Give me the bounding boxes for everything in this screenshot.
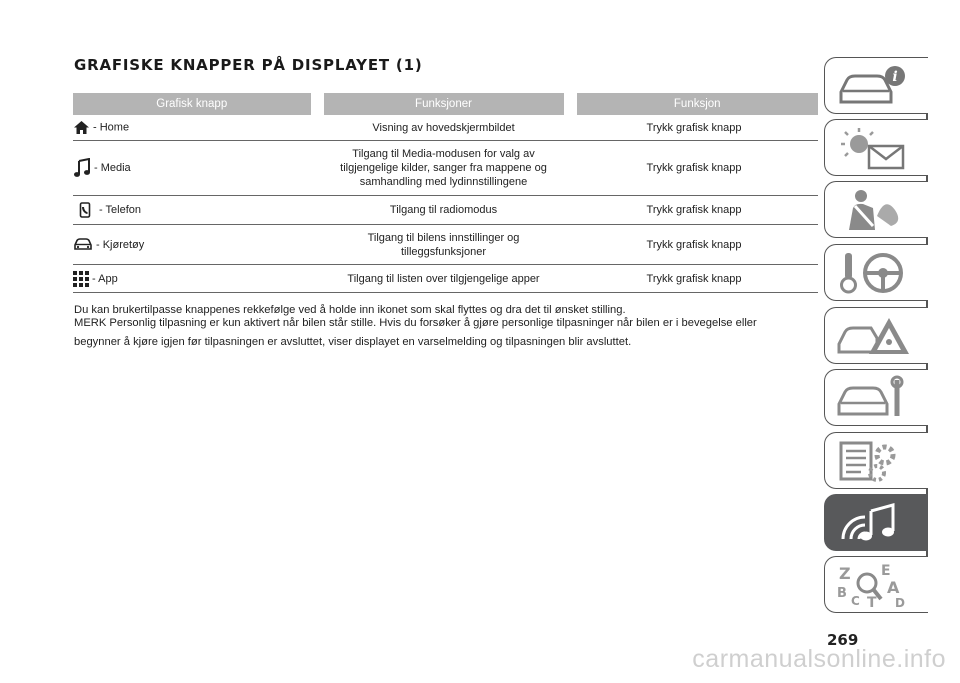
tab-car-info[interactable]: [824, 57, 928, 114]
functions-text: Tilgang til listen over tilgjengelige apper: [347, 272, 540, 285]
tab-maintenance[interactable]: [824, 369, 928, 426]
note-warning-line1: MERK Personlig tilpasning er kun aktivert når bilen står stille. Hvis du forsøker å gjøre personlige tilpasninger når bilen er i bevegelse eller: [74, 317, 757, 329]
column-header-button: Grafisk knapp: [73, 93, 317, 115]
seatbelt-airbag-icon: [833, 186, 913, 234]
function-cell: Trykk grafisk knapp: [570, 196, 818, 225]
button-cell: [73, 265, 317, 293]
button-label: - Home: [93, 121, 130, 134]
functions-text: tilgjengelige kilder, sanger fra mappene og: [340, 162, 547, 174]
functions-text: Tilgang til Media-modusen for valg av: [352, 148, 535, 160]
tab-emergency[interactable]: [824, 307, 928, 364]
technical-data-icon: [833, 437, 913, 485]
page-title: GRAFISKE KNAPPER PÅ DISPLAYET (1): [74, 56, 423, 74]
functions-text: samhandling med lydinnstillingene: [359, 176, 528, 188]
functions-cell: [317, 115, 570, 141]
svg-text:i: i: [892, 69, 898, 85]
music-note-icon: [73, 158, 91, 178]
button-cell: [73, 115, 317, 141]
button-cell: [73, 141, 317, 196]
index-letter: Z: [839, 564, 851, 583]
function-cell: Trykk grafisk knapp: [570, 265, 818, 293]
note-customize: Du kan brukertilpasse knappenes rekkefølge ved å holde inn ikonet som skal flyttes og dra det til ønsket stilling.: [74, 304, 626, 316]
column-header-function: Funksjon: [570, 93, 818, 115]
functions-cell: [317, 141, 570, 196]
functions-cell: [317, 196, 570, 225]
table-row: [73, 225, 818, 265]
functions-text: tilleggsfunksjoner: [401, 245, 486, 258]
note-warning-line2: begynner å kjøre igjen før tilpasningen er avsluttet, viser displayet en varselmelding og tilpasningen blir avsluttet.: [74, 336, 632, 348]
index-letter: E: [881, 563, 891, 579]
breakdown-icon: [833, 312, 913, 360]
notes: [74, 303, 814, 349]
button-label: - Kjøretøy: [96, 238, 145, 251]
watermark: carmanualsonline.info: [692, 645, 946, 673]
phone-icon: [79, 202, 91, 218]
function-cell: Trykk grafisk knapp: [570, 115, 818, 141]
index-letter: B: [837, 586, 847, 601]
functions-text: Visning av hovedskjermbildet: [372, 121, 515, 134]
functions-cell: [317, 225, 570, 265]
home-icon: [73, 120, 90, 135]
button-cell: [73, 225, 317, 265]
tab-starting[interactable]: [824, 244, 928, 301]
button-cell: [73, 196, 317, 225]
warning-lights-icon: [833, 124, 913, 172]
maintenance-icon: [833, 374, 913, 422]
apps-grid-icon: [73, 271, 89, 287]
index-letter: C: [851, 594, 860, 608]
button-label: - App: [92, 272, 118, 285]
tab-safety[interactable]: [824, 181, 928, 238]
button-label: - Telefon: [99, 203, 141, 216]
index-letter: A: [887, 578, 900, 597]
column-header-functions: Funksjoner: [317, 93, 570, 115]
functions-text: Tilgang til bilens innstillinger og: [367, 231, 520, 244]
index-letter: D: [895, 596, 905, 609]
table-row: [73, 115, 818, 141]
car-info-icon: [833, 62, 913, 110]
page-number: 269: [827, 631, 859, 649]
graphic-buttons-table: [73, 93, 818, 293]
table-row: [73, 141, 818, 196]
tab-technical-data[interactable]: [824, 432, 928, 489]
functions-cell: [317, 265, 570, 293]
table-row: [73, 265, 818, 293]
table-row: [73, 196, 818, 225]
tab-warning-lights[interactable]: [824, 119, 928, 176]
function-cell: Trykk grafisk knapp: [570, 225, 818, 265]
key-steering-icon: [833, 249, 913, 297]
multimedia-icon: [833, 499, 913, 547]
functions-text: Tilgang til radiomodus: [389, 204, 498, 216]
index-icon: [833, 561, 913, 609]
index-letter: T: [867, 595, 877, 609]
button-label: - Media: [94, 161, 131, 174]
tab-multimedia[interactable]: [824, 494, 928, 551]
tab-index[interactable]: [824, 556, 928, 613]
function-cell: Trykk grafisk knapp: [570, 141, 818, 196]
car-icon: [73, 238, 93, 251]
table-header-row: [73, 93, 818, 115]
